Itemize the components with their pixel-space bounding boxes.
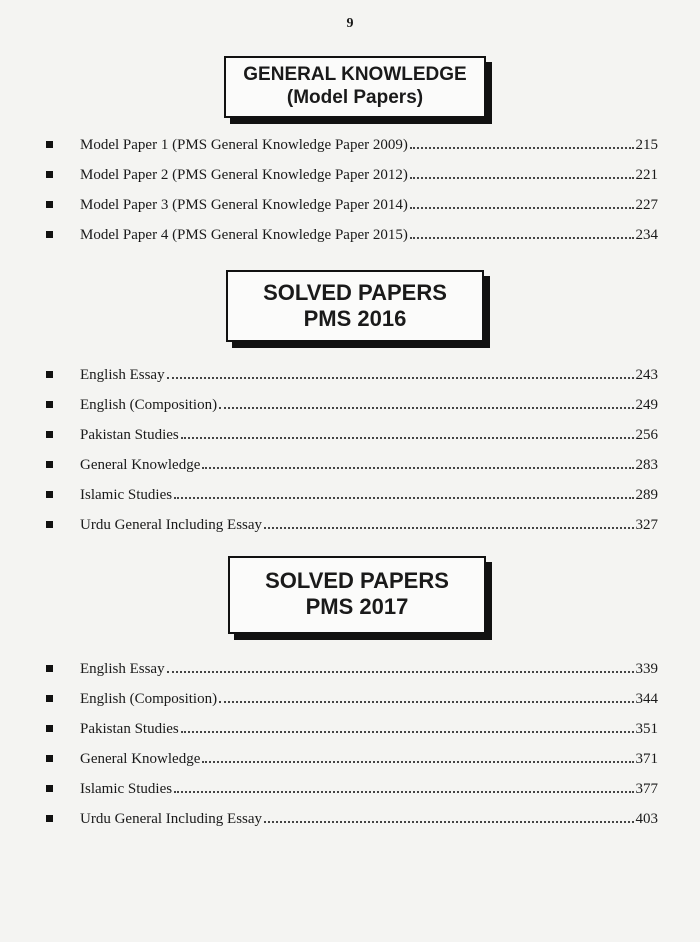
entry-page: 221 xyxy=(635,167,658,183)
toc-entry[interactable] xyxy=(46,804,658,828)
entry-page: 403 xyxy=(635,811,658,827)
entry-title: Islamic Studies xyxy=(80,781,173,797)
dot-leader xyxy=(264,527,633,529)
entry-page: 351 xyxy=(635,721,658,737)
entry-title: Pakistan Studies xyxy=(80,427,179,443)
dot-leader xyxy=(410,207,634,209)
toc-entry[interactable] xyxy=(46,390,658,414)
entry-title: Model Paper 2 (PMS General Knowledge Paper 2012) xyxy=(80,167,408,183)
entry-title: English Essay xyxy=(80,661,165,677)
dot-leader xyxy=(264,821,633,823)
section-heading-pms-2016 xyxy=(226,270,484,342)
entry-page: 339 xyxy=(635,661,658,677)
entry-title: Islamic Studies xyxy=(80,487,173,503)
entry-page: 256 xyxy=(635,427,658,443)
dot-leader xyxy=(219,407,633,409)
dot-leader xyxy=(410,177,634,179)
heading-line-1: SOLVED PAPERS xyxy=(265,568,449,593)
entry-title: Model Paper 4 (PMS General Knowledge Paper 2015) xyxy=(80,227,408,243)
toc-entry[interactable] xyxy=(46,420,658,444)
dot-leader xyxy=(167,377,634,379)
bullet-icon xyxy=(46,695,53,702)
bullet-icon xyxy=(46,201,53,208)
entry-title: Urdu General Including Essay xyxy=(80,811,263,827)
dot-leader xyxy=(181,731,634,733)
entry-title: General Knowledge xyxy=(80,751,201,767)
heading-line-1: GENERAL KNOWLEDGE xyxy=(243,64,467,85)
heading-line-2: PMS 2016 xyxy=(303,306,407,332)
bullet-icon xyxy=(46,231,53,238)
entry-title: Model Paper 3 (PMS General Knowledge Paper 2014) xyxy=(80,197,408,213)
bullet-icon xyxy=(46,461,53,468)
entry-page: 344 xyxy=(635,691,658,707)
toc-entry[interactable] xyxy=(46,714,658,738)
toc-entry[interactable] xyxy=(46,480,658,504)
bullet-icon xyxy=(46,725,53,732)
dot-leader xyxy=(174,497,633,499)
dot-leader xyxy=(174,791,633,793)
heading-line-1: SOLVED PAPERS xyxy=(263,280,447,305)
heading-line-2: PMS 2017 xyxy=(305,594,409,620)
dot-leader xyxy=(202,761,633,763)
toc-entry[interactable] xyxy=(46,684,658,708)
bullet-icon xyxy=(46,755,53,762)
entry-page: 327 xyxy=(635,517,658,533)
entry-title: English (Composition) xyxy=(80,691,218,707)
entry-page: 227 xyxy=(635,197,658,213)
toc-entry[interactable] xyxy=(46,130,658,154)
toc-entry[interactable] xyxy=(46,744,658,768)
entry-page: 377 xyxy=(635,781,658,797)
section-heading-general-knowledge xyxy=(224,56,486,118)
bullet-icon xyxy=(46,141,53,148)
dot-leader xyxy=(219,701,633,703)
heading-line-2: (Model Papers) xyxy=(286,86,424,108)
dot-leader xyxy=(167,671,634,673)
toc-entry[interactable] xyxy=(46,360,658,384)
entry-page: 215 xyxy=(635,137,658,153)
dot-leader xyxy=(410,237,634,239)
entry-page: 243 xyxy=(635,367,658,383)
entry-page: 249 xyxy=(635,397,658,413)
toc-entry[interactable] xyxy=(46,160,658,184)
page-number: 9 xyxy=(346,16,354,31)
bullet-icon xyxy=(46,785,53,792)
dot-leader xyxy=(202,467,633,469)
entry-title: English (Composition) xyxy=(80,397,218,413)
entry-title: Pakistan Studies xyxy=(80,721,179,737)
entry-page: 371 xyxy=(635,751,658,767)
bullet-icon xyxy=(46,371,53,378)
bullet-icon xyxy=(46,815,53,822)
bullet-icon xyxy=(46,171,53,178)
bullet-icon xyxy=(46,491,53,498)
toc-entry[interactable] xyxy=(46,510,658,534)
bullet-icon xyxy=(46,665,53,672)
dot-leader xyxy=(410,147,634,149)
dot-leader xyxy=(181,437,634,439)
bullet-icon xyxy=(46,521,53,528)
bullet-icon xyxy=(46,431,53,438)
entry-page: 283 xyxy=(635,457,658,473)
entry-title: English Essay xyxy=(80,367,165,383)
bullet-icon xyxy=(46,401,53,408)
entry-title: Model Paper 1 (PMS General Knowledge Paper 2009) xyxy=(80,137,408,153)
toc-entry[interactable] xyxy=(46,450,658,474)
toc-entry[interactable] xyxy=(46,654,658,678)
entry-page: 234 xyxy=(635,227,658,243)
section-heading-pms-2017 xyxy=(228,556,486,634)
entry-title: General Knowledge xyxy=(80,457,201,473)
toc-entry[interactable] xyxy=(46,220,658,244)
toc-entry[interactable] xyxy=(46,190,658,214)
entry-page: 289 xyxy=(635,487,658,503)
entry-title: Urdu General Including Essay xyxy=(80,517,263,533)
toc-entry[interactable] xyxy=(46,774,658,798)
